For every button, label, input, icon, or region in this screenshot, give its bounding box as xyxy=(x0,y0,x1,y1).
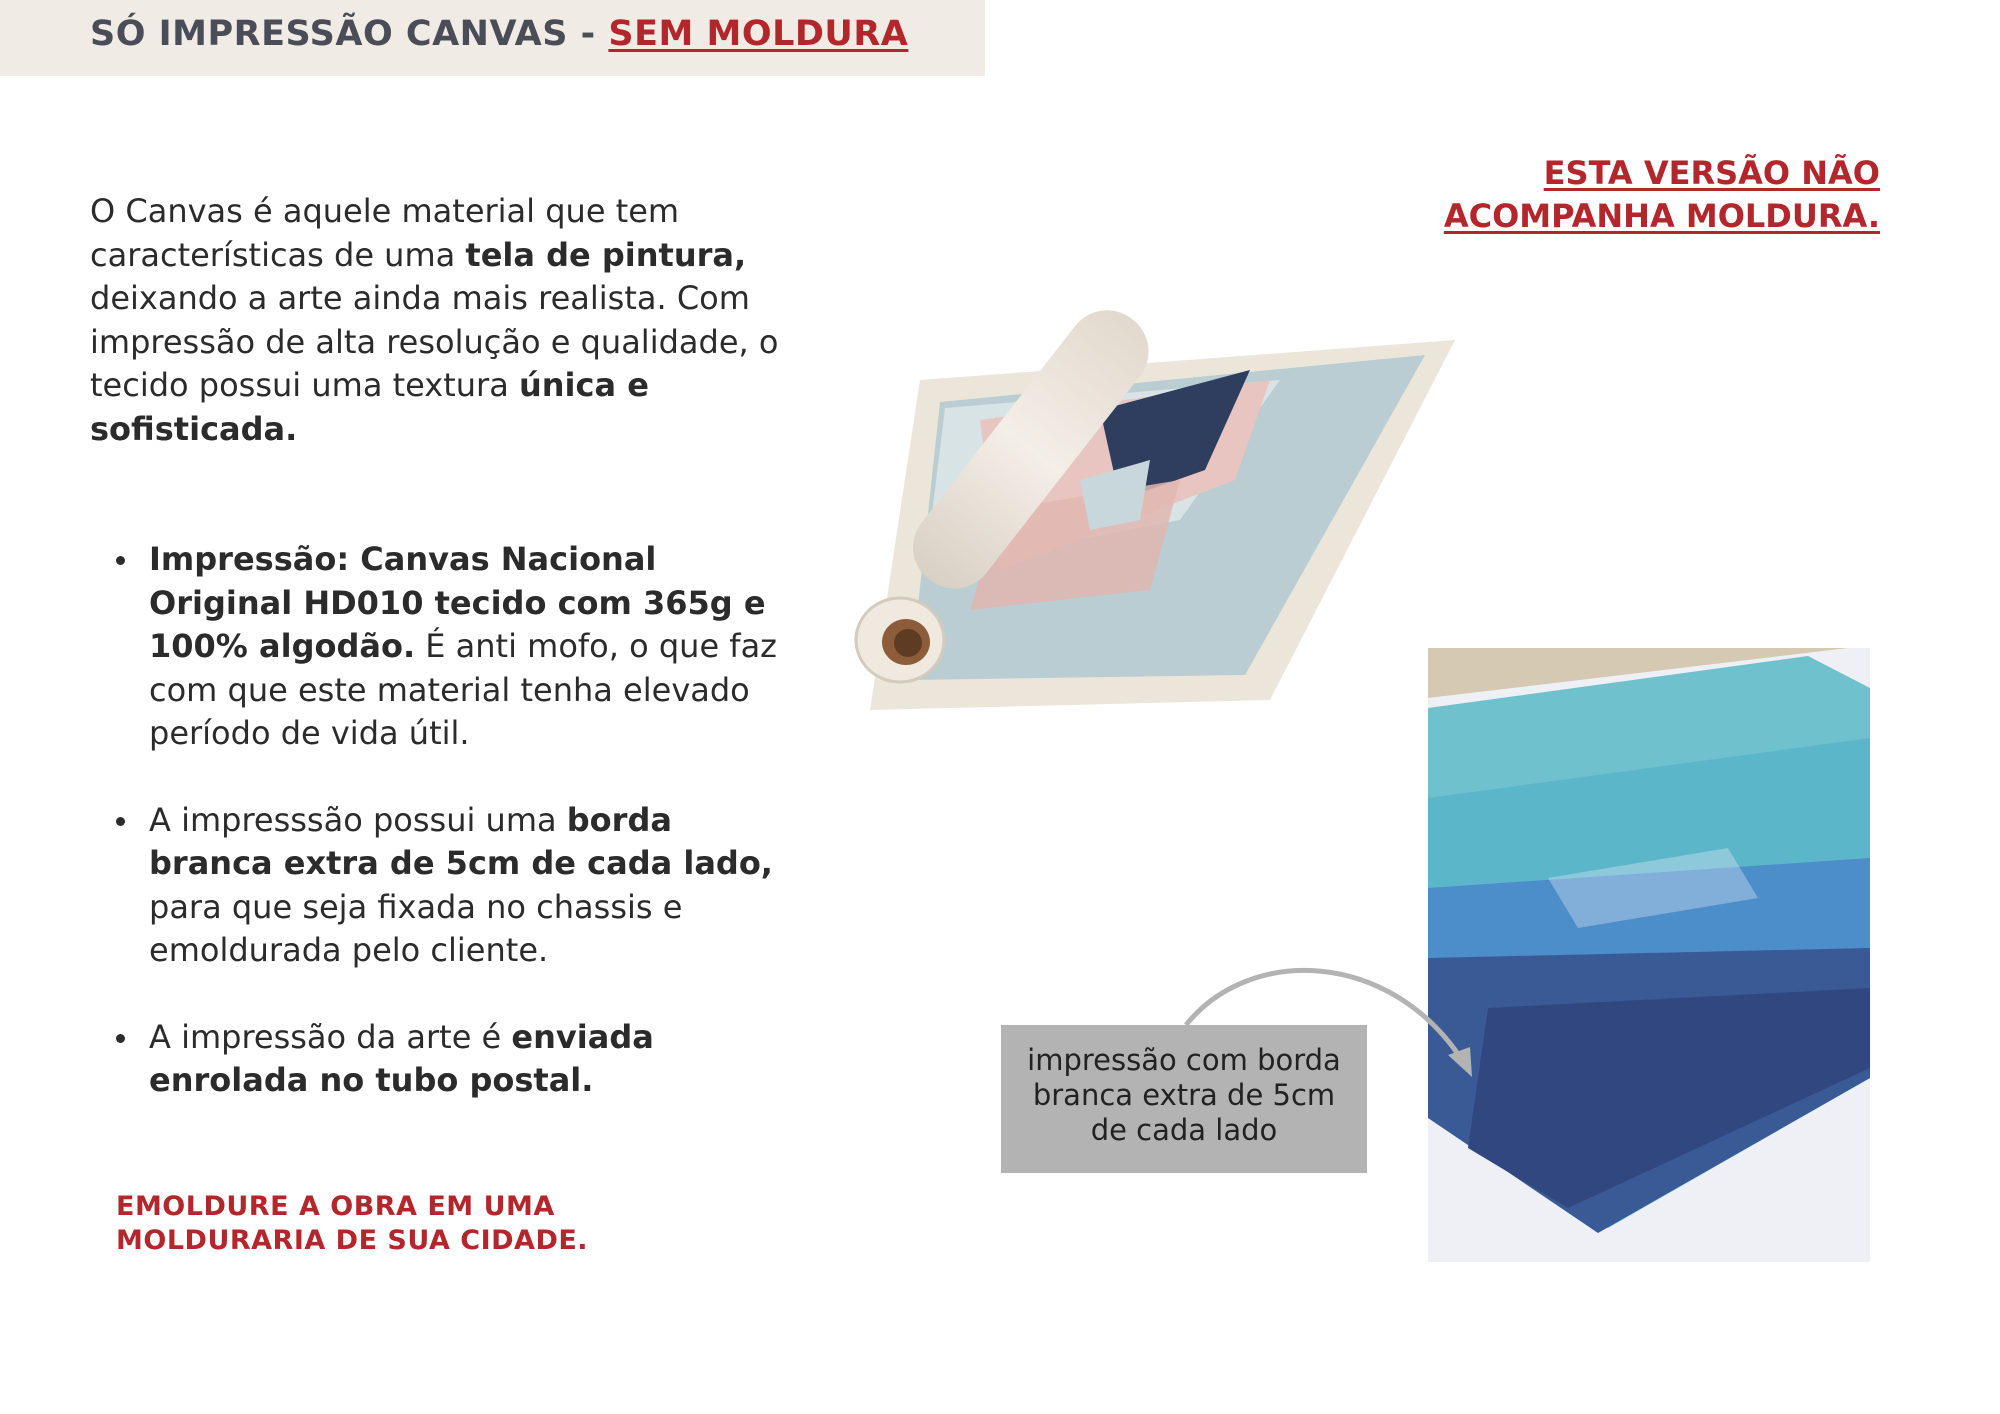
callout-line-1: impressão com borda xyxy=(1027,1043,1341,1077)
intro-text-1: O Canvas é aquele material que tem características de uma xyxy=(90,192,680,274)
intro-bold-2: única e sofisticada. xyxy=(90,366,649,448)
callout-line-3: de cada lado xyxy=(1090,1113,1278,1147)
intro-paragraph xyxy=(90,190,790,451)
warning-line-1: ESTA VERSÃO NÃO xyxy=(1543,154,1880,192)
framing-note xyxy=(116,1190,588,1258)
callout-line-2: branca extra de 5cm xyxy=(1032,1078,1336,1112)
printed-canvas-photo xyxy=(1428,648,1870,1262)
header-bar xyxy=(0,0,985,76)
feature-list xyxy=(90,538,790,1146)
intro-text-2: deixando a arte ainda mais realista. Com impressão de alta resolução e qualidade, o tecido possui uma textura xyxy=(90,279,779,404)
list-item-border xyxy=(90,799,790,973)
canvas-roll-image xyxy=(850,270,1460,710)
list-item-text: A impressão da arte é xyxy=(149,1017,512,1056)
list-item-text: para que seja fixada no chassis e emoldurada pelo cliente. xyxy=(149,887,683,969)
list-item-text: A impresssão possui uma xyxy=(149,800,567,839)
page-title xyxy=(90,14,908,54)
border-callout xyxy=(1001,1025,1367,1173)
list-item-bold: enviada enrolada no tubo postal. xyxy=(149,1017,654,1099)
list-item-shipping xyxy=(90,1016,790,1103)
list-item-bold: Impressão: Canvas Nacional Original HD010 tecido com 365g e 100% algodão. xyxy=(149,540,766,665)
warning-line-2: ACOMPANHA MOLDURA. xyxy=(1443,197,1880,235)
list-item-text: É anti mofo, o que faz com que este material tenha elevado período de vida útil. xyxy=(149,627,777,752)
title-prefix: SÓ IMPRESSÃO CANVAS - xyxy=(90,14,609,54)
intro-bold-1: tela de pintura, xyxy=(465,235,747,274)
list-item-bold: borda branca extra de 5cm de cada lado, xyxy=(149,800,773,882)
framing-note-line-1: EMOLDURE A OBRA EM UMA xyxy=(116,1191,555,1222)
list-item-material xyxy=(90,538,790,756)
title-accent: SEM MOLDURA xyxy=(608,14,909,54)
framing-note-line-2: MOLDURARIA DE SUA CIDADE. xyxy=(116,1225,589,1256)
no-frame-warning xyxy=(1444,152,1880,238)
